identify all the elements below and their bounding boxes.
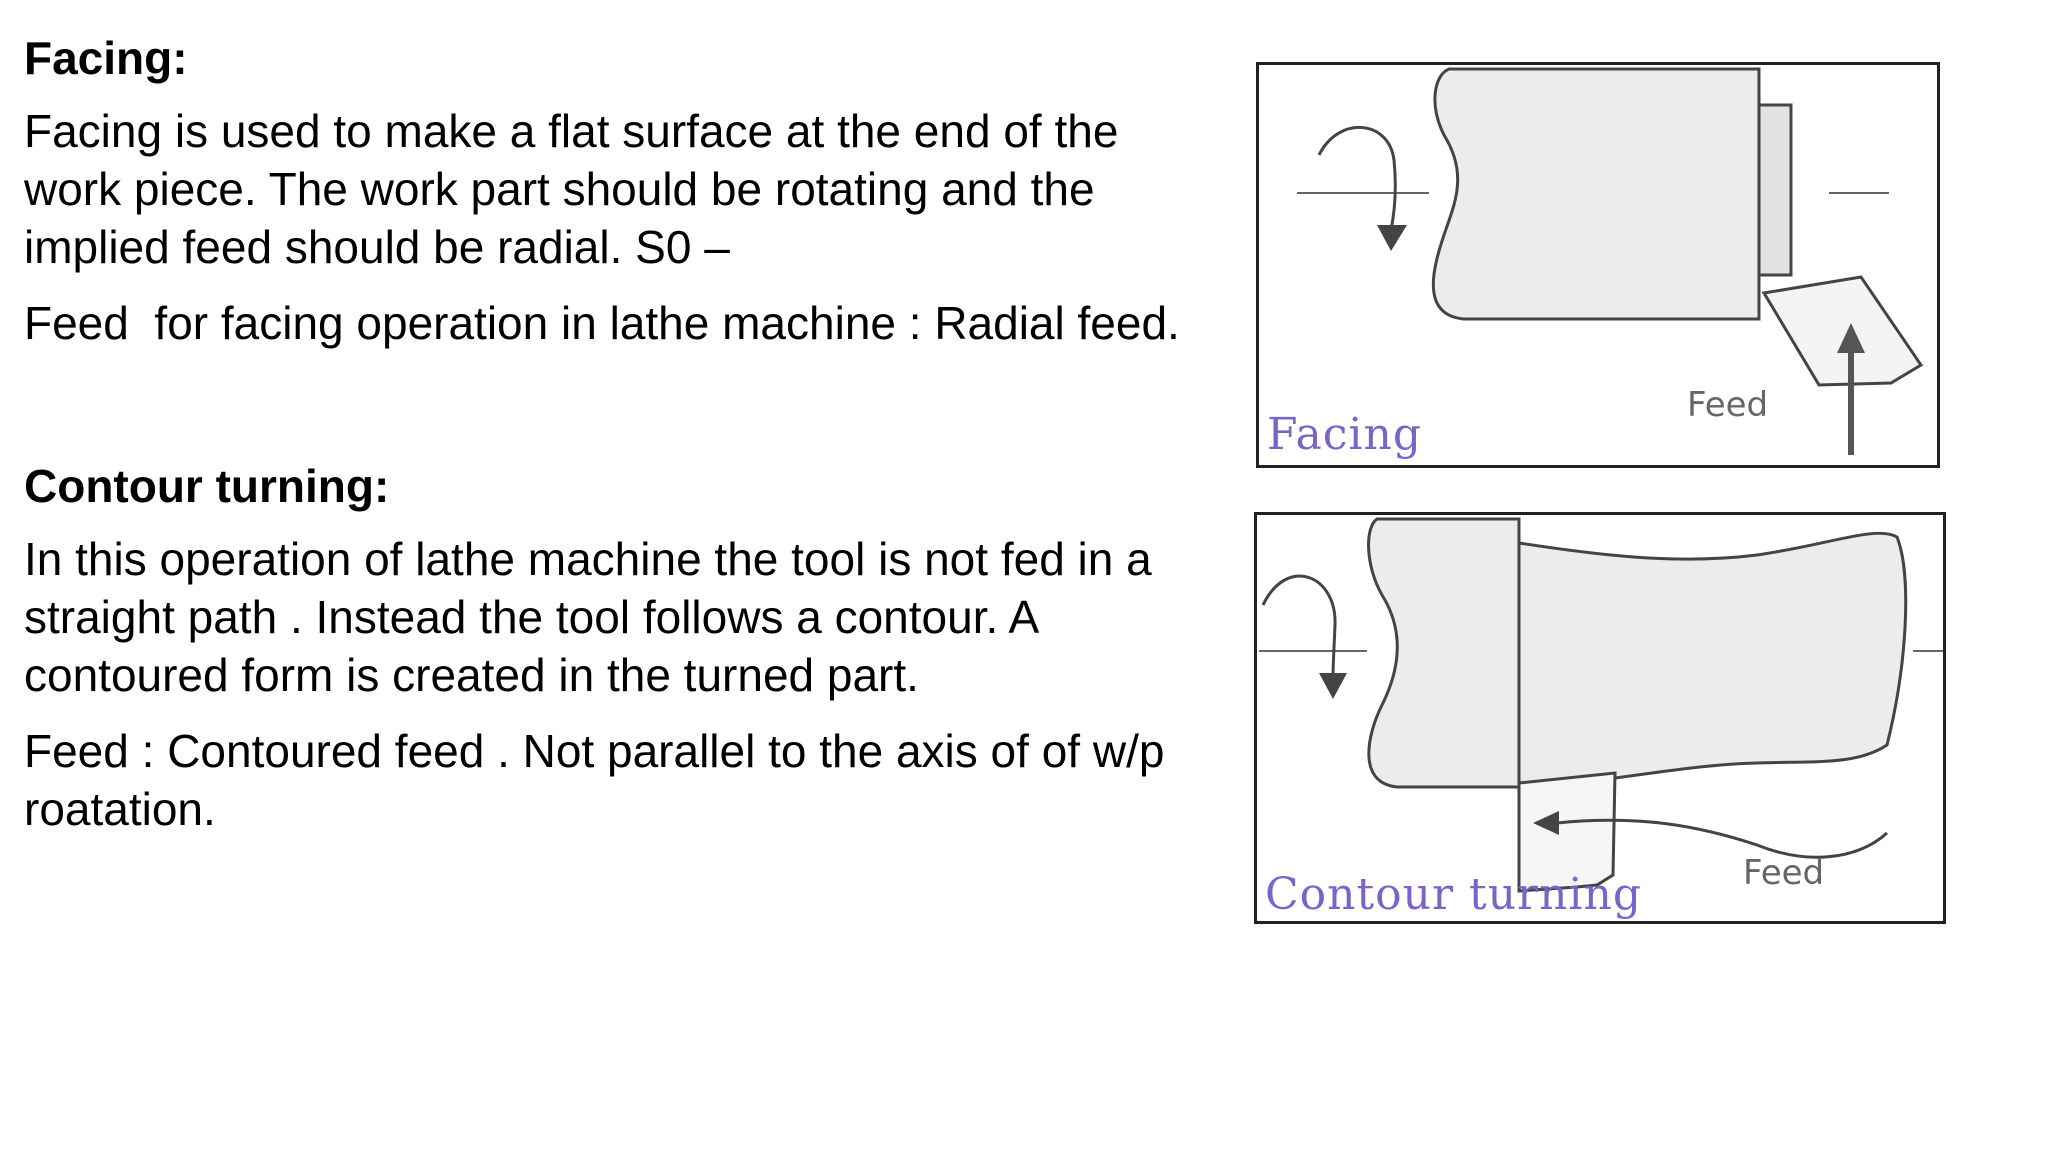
contour-feed-note: Feed : Contoured feed . Not parallel to the axis of of w/p roatation. — [24, 725, 1178, 835]
text-column — [24, 28, 1204, 856]
facing-heading: Facing: — [24, 32, 188, 84]
contour-turning-diagram — [1254, 512, 1946, 924]
workpiece-cylinder — [1369, 519, 1519, 787]
facing-feed-label: Feed — [1687, 385, 1769, 425]
contour-description: In this operation of lathe machine the tool is not fed in a straight path . Instead the tool follows a contour. A contoured form is created in the turned part. — [24, 533, 1165, 701]
facing-diagram-drawing — [1259, 65, 1940, 468]
contour-caption: Contour turning — [1265, 869, 1642, 920]
faced-end — [1759, 105, 1791, 275]
contour-heading: Contour turning: — [24, 460, 390, 512]
facing-description: Facing is used to make a flat surface at the end of the work piece. The work part should be rotating and the implied feed should be radial. S0 – — [24, 105, 1132, 273]
workpiece-cylinder — [1433, 69, 1759, 319]
contour-feed-label: Feed — [1743, 853, 1825, 893]
rotation-arrow-icon — [1263, 576, 1335, 677]
contour-diagram-drawing — [1257, 515, 1946, 924]
facing-caption: Facing — [1267, 409, 1422, 460]
contoured-profile — [1519, 533, 1906, 787]
rotation-arrowhead-icon — [1377, 225, 1407, 251]
facing-diagram — [1256, 62, 1940, 468]
rotation-arrowhead-icon — [1319, 673, 1347, 699]
facing-feed-note: Feed for facing operation in lathe machine : Radial feed. — [24, 297, 1180, 349]
rotation-arrow-icon — [1319, 127, 1395, 230]
cutting-tool — [1764, 277, 1921, 385]
